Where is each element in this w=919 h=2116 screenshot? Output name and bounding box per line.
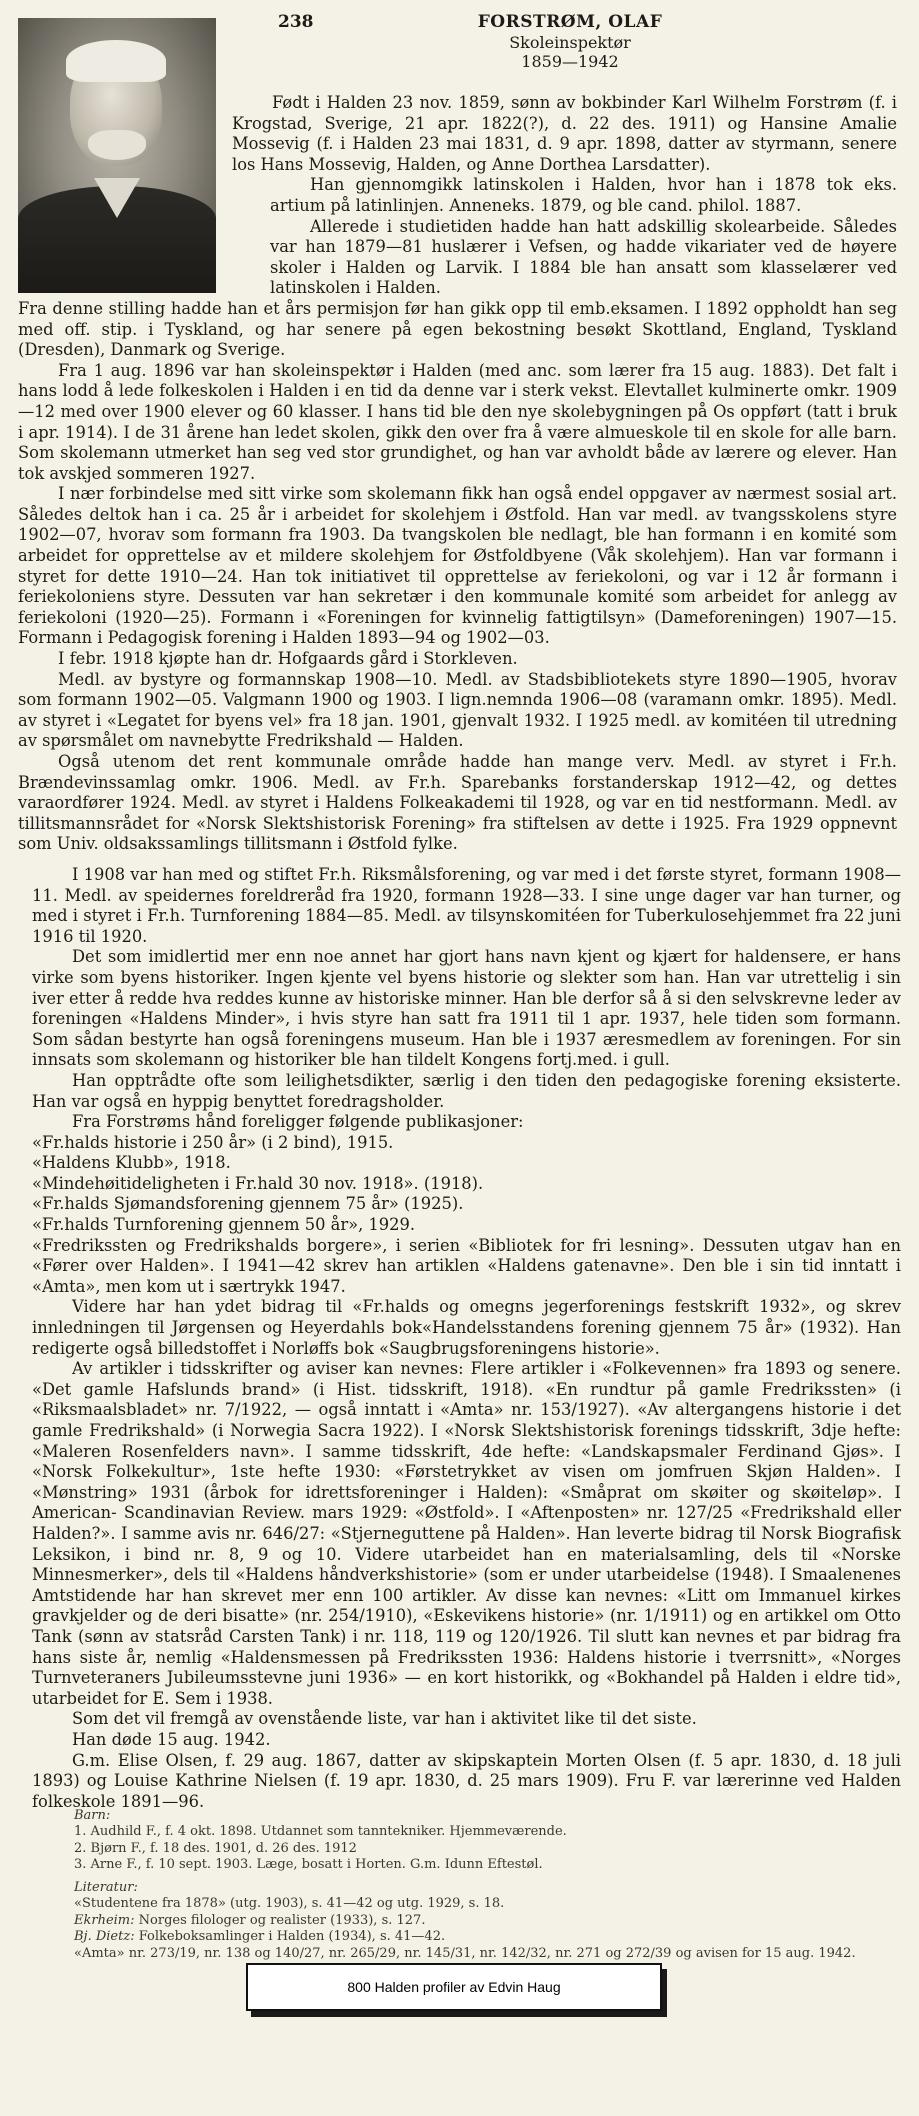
paragraph: I 1908 var han med og stiftet Fr.h. Riksmålsforening, og var med i det første styret, formann 1908—11. Medl. av speidernes foreldreråd fra 1920, formann 1928—33. I sine unge dager var han turner, og med i styret i Fr.h. Turnforening 1884—85. Medl. av tilsynskomitéen for Tuberkulosehjemmet fra 22 juni 1916 til 1920. — [32, 864, 901, 946]
literature-item: Bj. Dietz: Folkeboksamlinger i Halden (1934), s. 41—42. — [74, 1929, 446, 1945]
child-item: 2. Bjørn F., f. 18 des. 1901, d. 26 des. 1912 — [74, 1840, 357, 1856]
paragraph: Fra denne stilling hadde han et års permisjon før han gikk opp til emb.eksamen. I 1892 oppholdt han seg med off. stip. i Tyskland, og har senere på egen bekostning besøkt Skottland, England, Tyskland (Dresden), Danmark og Sverige. — [18, 298, 897, 360]
paragraph: Han døde 15 aug. 1942. — [72, 1729, 271, 1749]
paragraph: I febr. 1918 kjøpte han dr. Hofgaards gård i Storkleven. — [58, 649, 518, 669]
page-number: 238 — [278, 12, 314, 32]
child-item: 3. Arne F., f. 10 sept. 1903. Læge, bosatt i Horten. G.m. Idunn Eftestøl. — [74, 1857, 543, 1873]
paragraph: Født i Halden 23 nov. 1859, sønn av bokbinder Karl Wilhelm Forstrøm (f. i Krogstad, Sverige, 21 apr. 1822(?), d. 22 des. 1911) og Hansine Amalie Mossevig (f. i Halden 23 mai 1831, d. 9 apr. 1898, datter av styrmann, senere los Hans Mossevig, Halden, og Anne Dorthea Larsdatter). — [232, 93, 897, 174]
paragraph: Det som imidlertid mer enn noe annet har gjort hans navn kjent og kjært for haldensere, er hans virke som byens historiker. Ingen kjente vel byens historie og slekter som han. Han var utrettelig i sin iver etter å redde hva reddes kunne av historiske minner. Han ble derfor så å si den selvskrevne leder av foreningen «Haldens Minder», i hvis styre han satt fra 1911 til 1 apr. 1937, hele tiden som formann. Som sådan bestyrte han også foreningens museum. Han ble i 1937 æresmedlem av foreningen. For sin innsats som skolemann og historiker ble han tildelt Kongens fortj.med. i gull. — [32, 947, 901, 1070]
paragraph: Fra Forstrøms hånd foreligger følgende publikasjoner: — [72, 1112, 524, 1132]
children-heading: Barn: — [74, 1808, 111, 1823]
paragraph: Han gjennomgikk latinskolen i Halden, hvor han i 1878 tok eks. artium på latinlinjen. Anneneks. 1879, og ble cand. philol. 1887. — [270, 175, 897, 215]
literature-item: Ekrheim: Norges filologer og realister (1933), s. 127. — [74, 1912, 426, 1928]
publication-item: «Haldens Klubb», 1918. — [32, 1153, 231, 1173]
paragraph: Av artikler i tidsskrifter og aviser kan nevnes: Flere artikler i «Folkevennen» fra 1893 og senere. «Det gamle Hafslunds brand» (i Hist. tidsskrift, 1918). «En rundtur på gamle Fredrikssten» (i «Riksmaalsbladet» nr. 7/1922, — også inntatt i «Amta» nr. 153/1927). «Av altergangens historie i det gamle Fredrikshald» (i Norwegia Sacra 1922). I «Norsk Slektshistorisk forenings tidsskrift, 3dje hefte: «Maleren Rosenfelders navn». I samme tidsskrift, 4de hefte: «Landskapsmaler Ferdinand Gjøs». I «Norsk Folkekultur», 1ste hefte 1930: «Førstetrykket av visen om jomfruen Skjøn Halden». I «Mønstring» 1931 (årbok for idrettsforeninger i Halden): «Småprat om skøiter og skøiteløp». I American- Scandinavian Review. mars 1929: «Østfold». I «Aftenposten» nr. 127/25 «Fredrikshald eller Halden?». I samme avis nr. 646/27: «Stjerneguttene på Halden». Han leverte bidrag til Norsk Biografisk Leksikon, i bind nr. 8, 9 og 10. Videre utarbeidet han en materialsamling, dels til «Norske Minnesmerker», dels til «Haldens håndverkshistorie» (som er under utarbeidelse (1948). I Smaalenenes Amtstidende har han skrevet mer enn 100 artikler. Av disse kan nevnes: «Litt om Immanuel kirkes gravkjelder og de deri bisatte» (nr. 254/1910), «Eskevikens historie» (nr. 1/1911) og en artikkel om Otto Tank (sønn av statsråd Carsten Tank) i nr. 118, 119 og 120/1926. Til slutt kan nevnes et par bidrag fra hans siste år, nemlig «Haldensmessen på Fredrikssten 1936: Haldens historie i tverrsnitt», «Norges Turnveteraners Jubileumsstevne juni 1936» — en kort historikk, og «Bokhandel på Halden i eldre tid», utarbeidet for E. Sem i 1938. — [32, 1359, 901, 1708]
publication-item: «Mindehøitideligheten i Fr.hald 30 nov. 1918». (1918). — [32, 1173, 484, 1193]
paragraph: Videre har han ydet bidrag til «Fr.halds og omegns jegerforenings festskrift 1932», og skrev innledningen til Jørgensen og Heyerdahls bok«Handelsstandens forening gjennem 75 år» (1932). Han redigerte også billedstoffet i Norløffs bok «Saugbrugsforeningens historie». — [32, 1297, 901, 1358]
publication-item: «Fredrikssten og Fredrikshalds borgere», i serien «Bibliotek for fri lesning». Dessuten utgav han en «Fører over Halden». I 1941—42 skrev han artiklen «Haldens gatenavne». Den ble i sin tid inntatt i «Amta», men kom ut i særtrykk 1947. — [32, 1235, 901, 1296]
paragraph: I nær forbindelse med sitt virke som skolemann fikk han også endel oppgaver av nærmest sosial art. Således deltok han i ca. 25 år i arbeidet for skolehjem i Østfold. Han var medl. av tvangsskolens styre 1902—07, hvorav som formann fra 1903. Da tvangskolen ble nedlagt, ble han formann i en komité som arbeidet for opprettelse av et mildere skolehjem for Østfoldbyene (Våk skolehjem). Han var formann i styret for dette 1910—24. Han tok initiativet til opprettelse av feriekoloni, og var i 12 år formann i feriekoloniens styre. Dessuten var han sekretær i den kommunale komité som arbeidet for anlegg av feriekoloni (1920—25). Formann i «Foreningen for kvinnelig fattigtilsyn» (Dameforeningen) 1907—15. Formann i Pedagogisk forening i Halden 1893—94 og 1902—03. — [18, 484, 897, 648]
child-item: 1. Audhild F., f. 4 okt. 1898. Utdannet som tanntekniker. Hjemmeværende. — [74, 1824, 567, 1840]
footer-label — [246, 1963, 662, 2011]
paragraph: Han opptrådte ofte som leilighetsdikter, særlig i den tiden den pedagogiske forening eksisterte. Han var også en hyppig benyttet foredragsholder. — [32, 1070, 901, 1111]
paragraph: Allerede i studietiden hadde han hatt adskillig skolearbeide. Således var han 1879—81 huslærer i Vefsen, og hadde vikariater ved de høyere skoler i Halden og Larvik. I 1884 ble han ansatt som klasselærer ved latinskolen i Halden. — [270, 216, 897, 298]
footer-text: 800 Halden profiler av Edvin Haug — [347, 1979, 561, 1995]
paragraph: G.m. Elise Olsen, f. 29 aug. 1867, datter av skipskaptein Morten Olsen (f. 5 apr. 1830, d. 18 juli 1893) og Louise Kathrine Nielsen (f. 19 apr. 1830, d. 25 mars 1909). Fru F. var lærerinne ved Halden folkeskole 1891—96. — [32, 1750, 901, 1811]
person-years: 1859—1942 — [521, 52, 619, 71]
publication-item: «Fr.halds historie i 250 år» (i 2 bind), 1915. — [32, 1132, 394, 1152]
paragraph: Også utenom det rent kommunale område hadde han mange verv. Medl. av styret i Fr.h. Brændevinssamlag omkr. 1906. Medl. av Fr.h. Sparebanks forstanderskap 1912—42, og dettes varaordfører 1924. Medl. av styret i Haldens Folkeakademi til 1928, og var en tid nestformann. Medl. av tillitsmannsrådet for «Norsk Slektshistorisk Forening» fra stiftelsen av dette i 1925. Fra 1929 oppnevnt som Univ. oldsakssamlings tillitsmann i Østfold fylke. — [18, 752, 897, 854]
portrait-hair — [66, 40, 166, 82]
children-list — [74, 1808, 894, 1874]
literature-heading: Literatur: — [74, 1880, 138, 1895]
paragraph: Fra 1 aug. 1896 var han skoleinspektør i Halden (med anc. som lærer fra 15 aug. 1883). Det falt i hans lodd å lede folkeskolen i Halden i en tid da denne var i sterk vekst. Elevtallet kulminerte omkr. 1909—12 med over 1900 elever og 60 klasser. I hans tid ble den nye skolebygningen på Os oppført (tatt i bruk i apr. 1914). I de 31 årene han ledet skolen, gikk den over fra å være almueskole til en skole for alle barn. Som skolemann utmerket han seg ved stor grundighet, og han var avholdt både av lærere og elever. Han tok avskjed sommeren 1927. — [18, 360, 897, 483]
person-name: FORSTRØM, OLAF — [477, 12, 663, 32]
literature-list — [74, 1880, 894, 1962]
publication-item: «Fr.halds Sjømandsforening gjennem 75 år» (1925). — [32, 1194, 464, 1214]
paragraph: Som det vil fremgå av ovenstående liste, var han i aktivitet like til det siste. — [72, 1709, 697, 1729]
paragraph: Medl. av bystyre og formannskap 1908—10. Medl. av Stadsbibliotekets styre 1890—1905, hvorav som formann 1902—05. Valgmann 1900 og 1903. I lign.nemnda 1906—08 (varamann omkr. 1895). Medl. av styret i «Legatet for byens vel» fra 18 jan. 1901, gjenvalt 1932. I 1925 medl. av komitéen til utredning av spørsmålet om navnebytte Fredrikshald — Halden. — [18, 669, 897, 751]
page-header — [270, 12, 910, 76]
literature-item: «Amta» nr. 273/19, nr. 138 og 140/27, nr. 265/29, nr. 145/31, nr. 142/32, nr. 271 og 272/39 og avisen for 15 aug. 1942. — [74, 1945, 856, 1961]
person-role: Skoleinspektør — [509, 33, 631, 52]
biography-text — [0, 93, 919, 1812]
publication-item: «Fr.halds Turnforening gjennem 50 år», 1929. — [32, 1215, 416, 1235]
literature-item: «Studentene fra 1878» (utg. 1903), s. 41—42 og utg. 1929, s. 18. — [74, 1896, 505, 1912]
